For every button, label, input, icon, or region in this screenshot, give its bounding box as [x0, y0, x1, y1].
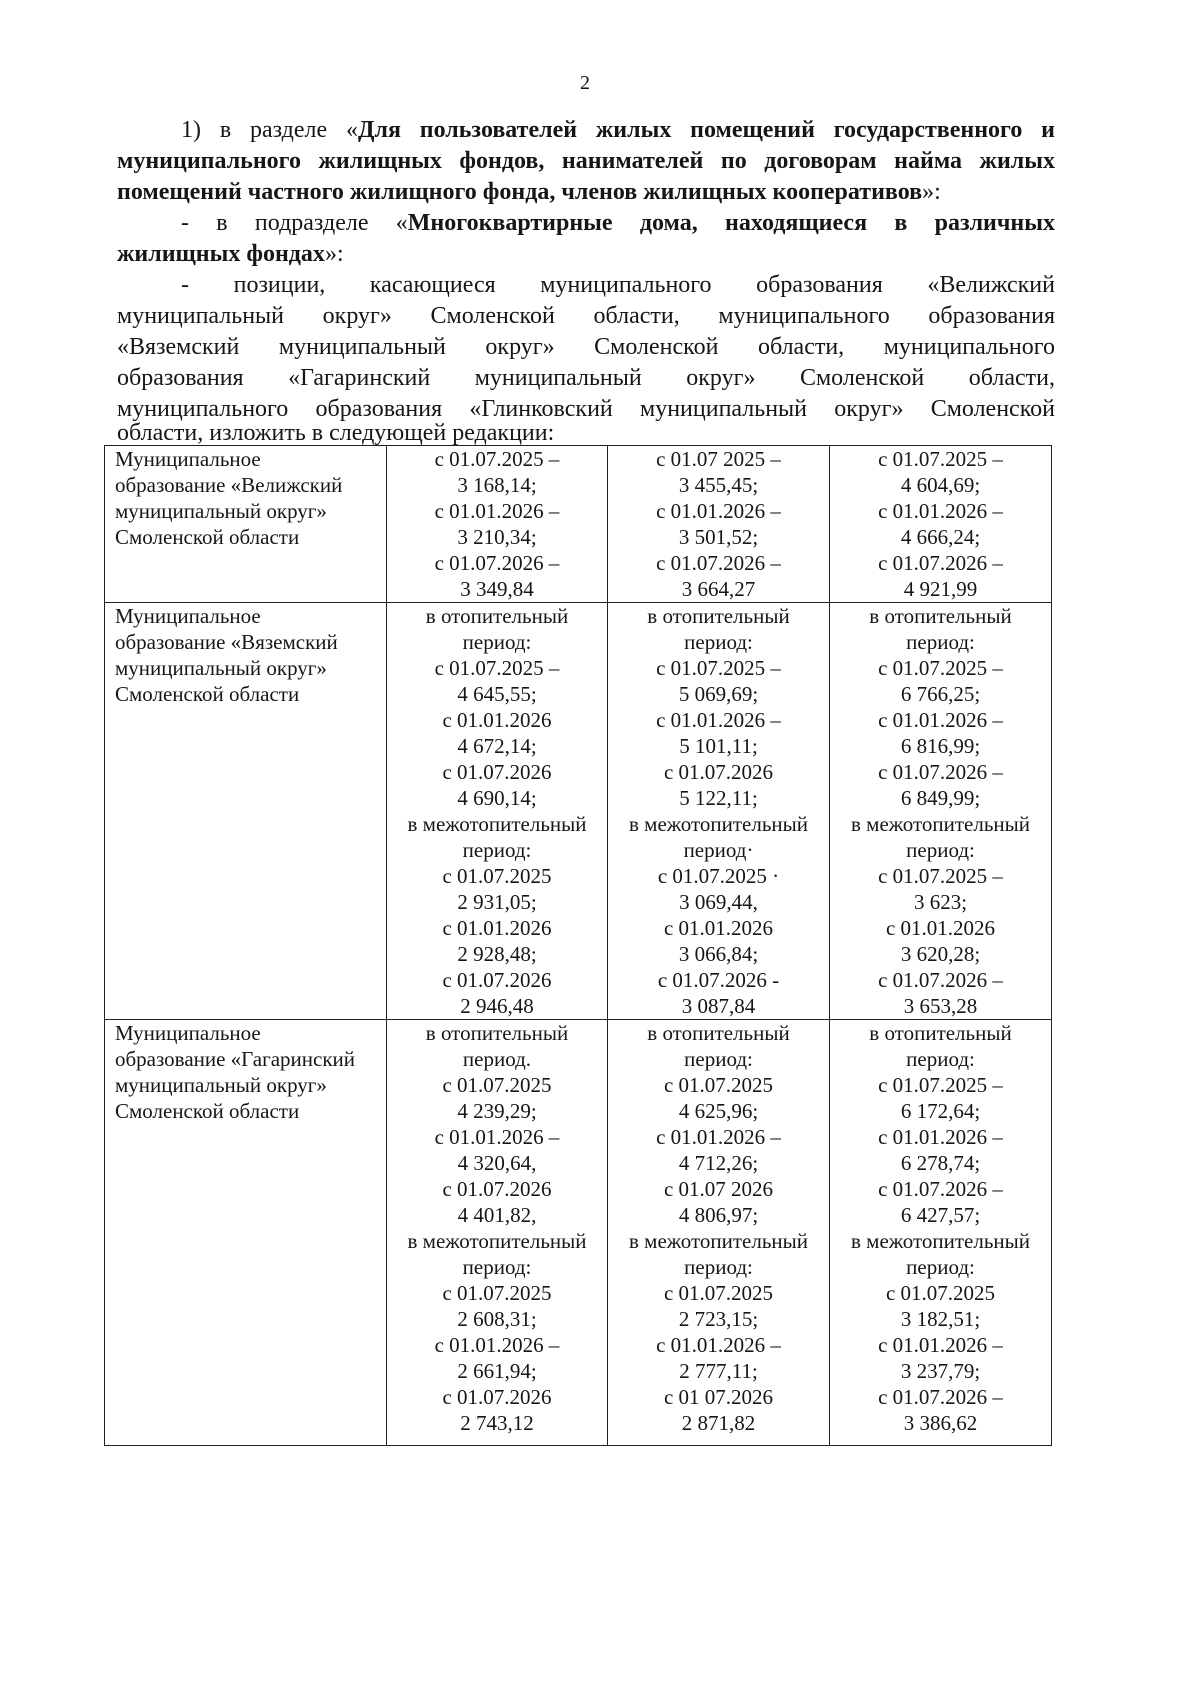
tariff-value-line: в отопительный	[869, 604, 1012, 628]
tariff-value-line: период:	[906, 1047, 975, 1071]
tariff-value-line: 3 182,51;	[900, 1307, 981, 1331]
tariff-value-line: период:	[462, 838, 532, 862]
tariff-value-line: с 01.07.2026 -	[657, 968, 780, 992]
tariff-value-line: 6 278,74;	[900, 1151, 981, 1175]
tariff-value-line: период:	[906, 838, 975, 862]
tariff-value-line: с 01.07.2025	[442, 1281, 552, 1305]
municipality-name-line: Муниципальное	[115, 1021, 261, 1045]
tariff-value-line: с 01.07.2025 –	[878, 656, 1003, 680]
tariff-value-line: в межотопительный	[407, 812, 587, 836]
tariff-value-line: в отопительный	[647, 1021, 790, 1045]
tariff-value-line: в межотопительный	[407, 1229, 587, 1253]
paragraph-line	[117, 301, 1055, 332]
tariff-table	[104, 445, 1052, 1446]
tariff-value-line: с 01.07.2026 –	[878, 968, 1003, 992]
table-row	[105, 603, 1052, 1020]
line-text: »:	[324, 241, 344, 267]
tariff-value-line: с 01.07.2025	[442, 1073, 552, 1097]
tariff-value-line: с 01.01.2026 –	[878, 499, 1003, 523]
tariff-value-line: с 01.07.2026 –	[434, 551, 560, 575]
paragraph-line	[117, 177, 1055, 208]
tariff-value-line: 4 666,24;	[900, 525, 981, 549]
municipality-name-line: Смоленской области	[115, 682, 300, 706]
paragraph-line	[181, 270, 1055, 301]
line-text: 1) в разделе «	[181, 117, 358, 143]
tariff-value-line: с 01.07.2026	[663, 760, 774, 784]
tariff-value-line: 6 172,64;	[900, 1099, 981, 1123]
tariff-value-line: период:	[684, 630, 753, 654]
tariff-value-line: период:	[684, 1047, 753, 1071]
line-text-bold: жилищных фондах	[117, 241, 325, 267]
municipality-name-line: Смоленской области	[115, 525, 300, 549]
tariff-value-line: 4 625,96;	[678, 1099, 759, 1123]
tariff-value-line: период:	[906, 1255, 975, 1279]
tariff-value-line: 3 210,34;	[457, 525, 537, 549]
tariff-value-line: с 01.07.2026	[442, 968, 552, 992]
tariff-value-line: 4 921,99	[903, 577, 978, 601]
tariff-value-line: 4 712,26;	[678, 1151, 759, 1175]
tariff-values-cell	[830, 446, 1052, 603]
tariff-value-line: 5 122,11;	[679, 786, 758, 810]
tariff-value-line: в отопительный	[869, 1021, 1012, 1045]
tariff-values-cell	[608, 603, 830, 1020]
tariff-value-line: с 01 07.2026	[663, 1385, 774, 1409]
tariff-values-cell	[830, 603, 1052, 1020]
tariff-value-line: 4 401,82,	[457, 1203, 537, 1227]
tariff-value-line: 3 386,62	[903, 1411, 978, 1435]
municipality-name-line: муниципальный округ»	[115, 656, 327, 680]
tariff-value-line: 2 777,11;	[679, 1359, 758, 1383]
tariff-value-line: с 01.07.2026	[442, 760, 552, 784]
tariff-value-line: с 01.07.2025	[442, 864, 552, 888]
line-text: - в подразделе «	[181, 210, 408, 236]
tariff-value-line: 2 661,94;	[457, 1359, 537, 1383]
tariff-value-line: в отопительный	[425, 604, 569, 628]
tariff-value-line: 3 237,79;	[900, 1359, 981, 1383]
tariff-value-line: 6 427,57;	[900, 1203, 981, 1227]
line-text-bold: Многоквартирные дома, находящиеся в различных	[407, 210, 1055, 236]
tariff-value-line: 3 664,27	[681, 577, 756, 601]
tariff-value-line: с 01.07 2025 –	[656, 447, 781, 471]
tariff-value-line: с 01.07.2025	[663, 1073, 774, 1097]
tariff-values-cell	[608, 446, 830, 603]
tariff-value-line: 4 320,64,	[457, 1151, 537, 1175]
line-text-bold: муниципального жилищных фондов, нанимателей по договорам найма жилых	[117, 148, 1055, 174]
tariff-value-line: 6 816,99;	[900, 734, 981, 758]
tariff-value-line: 5 069,69;	[678, 682, 759, 706]
paragraph-line	[117, 363, 1055, 394]
tariff-value-line: с 01.07.2025 –	[878, 864, 1003, 888]
tariff-value-line: в межотопительный	[850, 1229, 1030, 1253]
line-text: муниципального образования «Глинковский муниципальный округ» Смоленской	[117, 396, 1055, 422]
tariff-value-line: 3 087,84	[681, 994, 756, 1018]
tariff-value-line: в отопительный	[425, 1021, 569, 1045]
tariff-value-line: с 01.01.2026	[442, 708, 552, 732]
paragraph-line	[181, 115, 1055, 146]
tariff-value-line: 4 806,97;	[678, 1203, 759, 1227]
tariff-value-line: с 01.01.2026 –	[656, 708, 781, 732]
table-row	[105, 446, 1052, 603]
tariff-value-line: с 01.01.2026 –	[878, 708, 1003, 732]
tariff-value-line: с 01.01.2026 –	[878, 1333, 1003, 1357]
line-text-bold: помещений частного жилищного фонда, членов жилищных кооперативов	[117, 179, 923, 205]
tariff-value-line: 3 066,84;	[678, 942, 759, 966]
tariff-value-line: с 01.07.2025	[885, 1281, 996, 1305]
tariff-value-line: с 01.07.2025 ·	[657, 864, 780, 888]
municipality-name-line: образование «Вяземский	[115, 630, 338, 654]
line-text: области, изложить в следующей редакции:	[117, 420, 555, 446]
table-row	[105, 1020, 1052, 1446]
tariff-value-line: 4 239,29;	[457, 1099, 537, 1123]
tariff-value-line: 6 766,25;	[900, 682, 981, 706]
municipality-name-cell	[105, 446, 387, 603]
line-text-bold: Для пользователей жилых помещений государственного и	[357, 117, 1056, 143]
tariff-value-line: с 01.07.2025	[663, 1281, 774, 1305]
tariff-value-line: с 01.01.2026 –	[656, 499, 781, 523]
municipality-name-line: Муниципальное	[115, 447, 261, 471]
tariff-value-line: период.	[462, 1047, 532, 1071]
tariff-value-line: 4 645,55;	[457, 682, 537, 706]
tariff-value-line: 2 931,05;	[457, 890, 537, 914]
tariff-values-cell	[387, 446, 608, 603]
tariff-value-line: период:	[684, 1255, 753, 1279]
tariff-value-line: 3 455,45;	[678, 473, 759, 497]
paragraph-line	[117, 332, 1055, 363]
tariff-value-line: с 01.01.2026 –	[434, 499, 560, 523]
municipality-name-line: образование «Велижский	[115, 473, 343, 497]
tariff-value-line: 4 672,14;	[457, 734, 537, 758]
tariff-value-line: с 01.01.2026 –	[434, 1333, 560, 1357]
tariff-value-line: с 01.07.2026 –	[878, 1177, 1003, 1201]
tariff-value-line: 3 653,28	[903, 994, 978, 1018]
tariff-value-line: с 01.07.2025 –	[656, 656, 781, 680]
tariff-value-line: 3 620,28;	[900, 942, 981, 966]
tariff-value-line: с 01.07.2026 –	[656, 551, 781, 575]
tariff-value-line: с 01.07.2025 –	[878, 447, 1003, 471]
tariff-value-line: с 01.01.2026	[663, 916, 774, 940]
page-number: 2	[580, 72, 590, 94]
tariff-value-line: в межотопительный	[628, 1229, 808, 1253]
tariff-value-line: с 01.07.2026	[442, 1177, 552, 1201]
tariff-value-line: с 01.07.2026 –	[878, 760, 1003, 784]
tariff-values-cell	[830, 1020, 1052, 1446]
tariff-value-line: с 01.07.2025 –	[878, 1073, 1003, 1097]
tariff-value-line: 2 946,48	[460, 994, 534, 1018]
tariff-value-line: с 01.07 2026	[663, 1177, 774, 1201]
tariff-values-cell	[387, 603, 608, 1020]
tariff-value-line: с 01.01.2026 –	[878, 1125, 1003, 1149]
tariff-value-line: период:	[906, 630, 975, 654]
line-text: муниципальный округ» Смоленской области, муниципального образования	[117, 303, 1055, 329]
tariff-value-line: в межотопительный	[628, 812, 808, 836]
tariff-value-line: 2 608,31;	[457, 1307, 537, 1331]
tariff-value-line: 2 928,48;	[457, 942, 537, 966]
municipality-name-line: Муниципальное	[115, 604, 261, 628]
tariff-value-line: 3 069,44,	[679, 890, 758, 914]
line-text: - позиции, касающиеся муниципального образования «Велижский	[181, 272, 1055, 298]
tariff-values-cell	[608, 1020, 830, 1446]
tariff-value-line: в отопительный	[647, 604, 790, 628]
tariff-value-line: в межотопительный	[850, 812, 1030, 836]
tariff-value-line: 3 501,52;	[678, 525, 759, 549]
municipality-name-cell	[105, 1020, 387, 1446]
tariff-value-line: с 01.07.2026 –	[878, 1385, 1003, 1409]
paragraph-line	[181, 208, 1055, 239]
municipality-name-line: муниципальный округ»	[115, 499, 327, 523]
tariff-value-line: с 01.07.2025 –	[434, 447, 560, 471]
tariff-values-cell	[387, 1020, 608, 1446]
tariff-value-line: 4 604,69;	[900, 473, 981, 497]
tariff-value-line: 3 349,84	[460, 577, 534, 601]
municipality-name-line: муниципальный округ»	[115, 1073, 327, 1097]
tariff-value-line: с 01.01.2026	[442, 916, 552, 940]
tariff-value-line: 4 690,14;	[457, 786, 537, 810]
line-text: »:	[922, 179, 941, 205]
paragraph-line	[117, 146, 1055, 177]
tariff-value-line: с 01.01.2026	[885, 916, 996, 940]
tariff-value-line: с 01.01.2026 –	[434, 1125, 560, 1149]
tariff-value-line: с 01.01.2026 –	[656, 1333, 781, 1357]
municipality-name-line: образование «Гагаринский	[115, 1047, 356, 1071]
tariff-value-line: 5 101,11;	[679, 734, 758, 758]
tariff-value-line: с 01.07.2026 –	[878, 551, 1003, 575]
tariff-value-line: 3 168,14;	[457, 473, 537, 497]
paragraph-line	[117, 239, 1055, 270]
tariff-value-line: 3 623;	[913, 890, 968, 914]
municipality-name-line: Смоленской области	[115, 1099, 300, 1123]
tariff-value-line: период·	[683, 838, 754, 862]
tariff-value-line: с 01.07.2026	[442, 1385, 552, 1409]
line-text: образования «Гагаринский муниципальный округ» Смоленской области,	[117, 365, 1055, 391]
tariff-value-line: 2 723,15;	[678, 1307, 759, 1331]
tariff-value-line: период:	[462, 1255, 532, 1279]
tariff-value-line: 2 871,82	[681, 1411, 756, 1435]
tariff-value-line: с 01.01.2026 –	[656, 1125, 781, 1149]
tariff-value-line: 6 849,99;	[900, 786, 981, 810]
municipality-name-cell	[105, 603, 387, 1020]
tariff-value-line: период:	[462, 630, 532, 654]
tariff-value-line: 2 743,12	[460, 1411, 534, 1435]
tariff-value-line: с 01.07.2025 –	[434, 656, 560, 680]
line-text: «Вяземский муниципальный округ» Смоленской области, муниципального	[117, 334, 1055, 360]
